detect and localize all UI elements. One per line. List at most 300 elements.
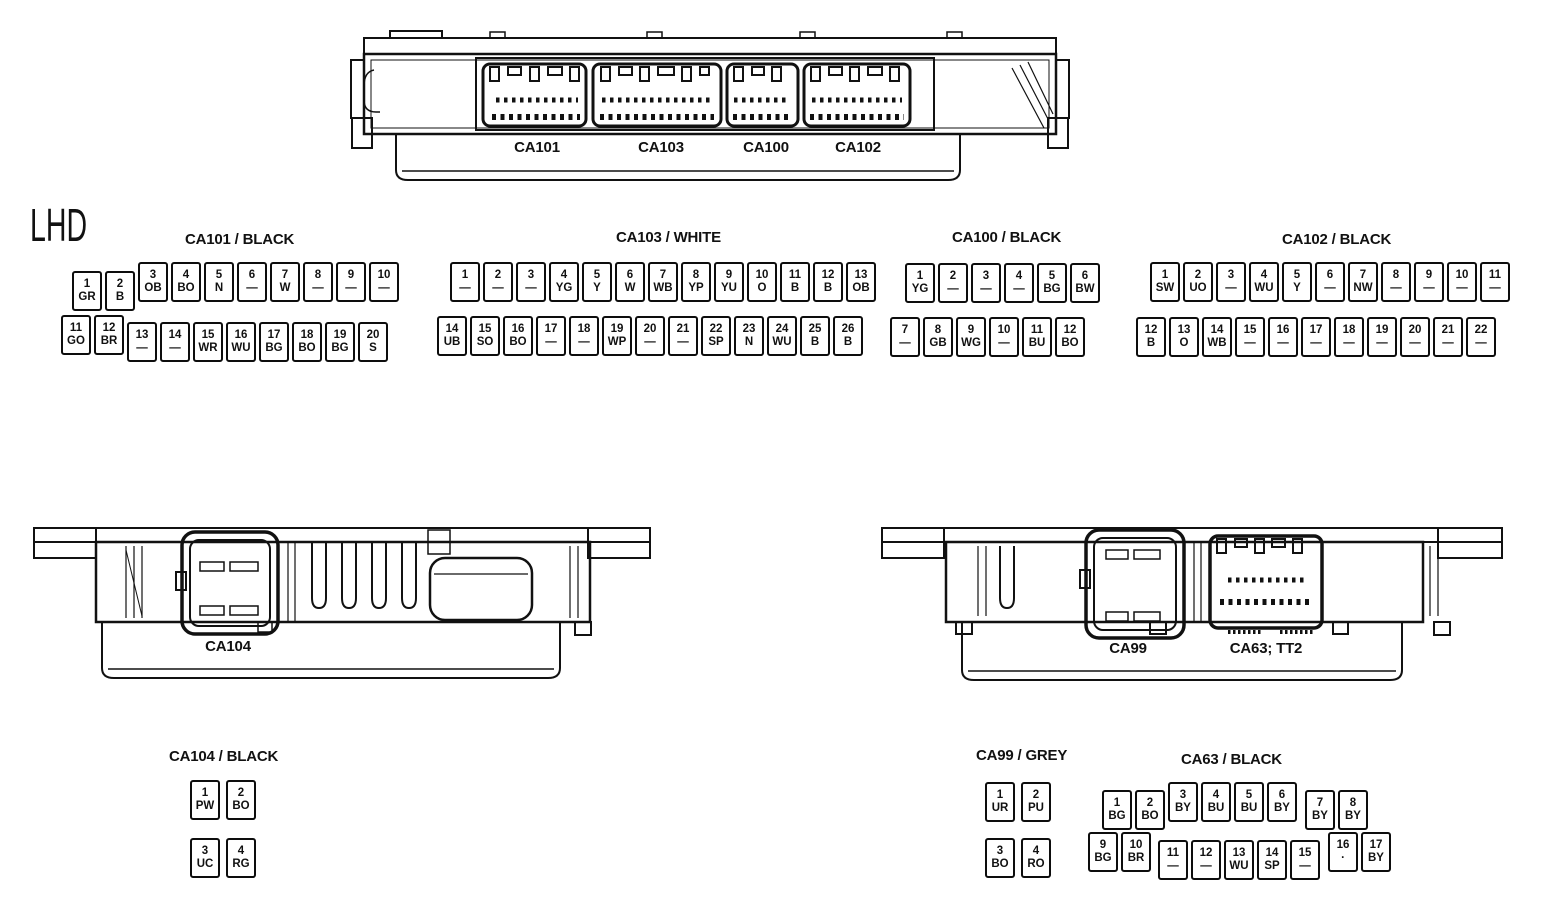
pin-cell [701, 316, 731, 356]
pin-number: 6 [1326, 268, 1334, 281]
pin-wire-code: · [1341, 852, 1345, 864]
pin-number: 21 [676, 322, 690, 335]
pin-row-ca102-2 [1136, 317, 1496, 357]
pin-wire-code: YU [721, 282, 737, 294]
pin-cell [1135, 790, 1165, 830]
pin-cell [1224, 840, 1254, 880]
pin-cell [846, 262, 876, 302]
pin-cell [1021, 782, 1051, 822]
pin-number: 10 [377, 268, 391, 281]
pin-cell [193, 322, 223, 362]
pin-number: 15 [478, 322, 492, 335]
pin-number: 3 [201, 844, 209, 857]
pin-number: 7 [1316, 796, 1324, 809]
pin-cell [1348, 262, 1378, 302]
pin-wire-code: SP [708, 336, 724, 348]
pin-number: 17 [1309, 323, 1323, 336]
pin-cell [1249, 262, 1279, 302]
pin-wire-code: WP [607, 336, 627, 348]
pinout-title-ca100: CA100 / BLACK [952, 229, 1062, 246]
pin-cell [1305, 790, 1335, 830]
pin-number: 9 [1099, 838, 1107, 851]
pin-number: 12 [102, 321, 116, 334]
connector-label-ca63-tt2: CA63; TT2 [1229, 640, 1303, 657]
pin-cell [635, 316, 665, 356]
pin-number: 22 [709, 322, 723, 335]
pin-cell [1202, 317, 1232, 357]
pin-number: 9 [967, 323, 975, 336]
pin-row-ca63-2 [1088, 832, 1391, 872]
pin-wire-code: OB [852, 282, 870, 294]
pin-wire-code: BY [1345, 810, 1361, 822]
pin-cell [1328, 832, 1358, 872]
pin-number: 2 [116, 277, 124, 290]
ecu-connector-face-drawing [350, 24, 1070, 186]
pin-wire-code: B [115, 291, 125, 303]
pin-number: 1 [83, 277, 91, 290]
pin-number: 8 [692, 268, 700, 281]
pin-number: 11 [1166, 846, 1180, 859]
pin-cell [160, 322, 190, 362]
pin-number: 21 [1441, 323, 1455, 336]
pin-wire-code: W [279, 282, 291, 294]
pin-number: 24 [775, 322, 789, 335]
pin-cell [259, 322, 289, 362]
pin-number: 2 [494, 268, 502, 281]
pin-cell [1070, 263, 1100, 303]
pin-number: 7 [1359, 268, 1367, 281]
pin-cell [813, 262, 843, 302]
pin-wire-code: Y [593, 282, 601, 294]
pin-cell [1055, 317, 1085, 357]
hatch-lines [1012, 62, 1053, 128]
pin-wire-code: BG [1094, 852, 1112, 864]
pin-number: 4 [182, 268, 190, 281]
pin-number: 12 [821, 268, 835, 281]
pin-cell [226, 780, 256, 820]
pin-row-ca103-2 [437, 316, 863, 356]
socket-keying-notches [490, 67, 899, 81]
pin-number: 1 [1113, 796, 1121, 809]
pin-wire-code: YG [911, 283, 929, 295]
pin-wire-code: B [790, 282, 800, 294]
pin-wire-code: — [1423, 282, 1435, 294]
pin-cell [1037, 263, 1067, 303]
pin-cell [1315, 262, 1345, 302]
pin-cell [226, 838, 256, 878]
pin-wire-code: B [823, 282, 833, 294]
pin-wire-code: OB [144, 282, 162, 294]
pin-wire-code: BY [1368, 852, 1384, 864]
pin-wire-code: UB [443, 336, 461, 348]
pin-number: 10 [755, 268, 769, 281]
pin-cell [1191, 840, 1221, 880]
pin-wire-code: BG [265, 342, 283, 354]
pin-cell [1338, 790, 1368, 830]
pin-cell [989, 317, 1019, 357]
pin-number: 5 [1048, 269, 1056, 282]
pin-cell [72, 271, 102, 311]
pin-number: 19 [1375, 323, 1389, 336]
pin-number: 14 [168, 328, 182, 341]
pin-number: 17 [1369, 838, 1383, 851]
flange [34, 528, 650, 542]
pin-number: 13 [854, 268, 868, 281]
pin-wire-code: BG [1108, 810, 1126, 822]
pin-number: 15 [1243, 323, 1257, 336]
pin-number: 4 [1212, 788, 1220, 801]
pin-number: 5 [215, 268, 223, 281]
blank-socket [430, 558, 532, 620]
pin-number: 25 [808, 322, 822, 335]
pin-wire-code: O [1179, 337, 1189, 349]
pin-row-ca99-2 [985, 838, 1051, 878]
pin-number: 20 [366, 328, 380, 341]
pin-cell [503, 316, 533, 356]
pin-cell [890, 317, 920, 357]
pin-wire-code: BU [1240, 802, 1258, 814]
pin-wire-code: — [1324, 282, 1336, 294]
pin-cell [1433, 317, 1463, 357]
pin-cell [127, 322, 157, 362]
pin-wire-code: S [369, 342, 377, 354]
pin-number: 26 [841, 322, 855, 335]
pin-number: 1 [1161, 268, 1169, 281]
pin-cell [105, 271, 135, 311]
pin-number: 6 [626, 268, 634, 281]
pin-cell [1267, 782, 1297, 822]
pin-number: 8 [934, 323, 942, 336]
pin-wire-code: WG [961, 337, 981, 349]
pin-cell [938, 263, 968, 303]
pin-cell [549, 262, 579, 302]
pin-wire-code: WR [198, 342, 218, 354]
pin-wire-code: — [1442, 337, 1454, 349]
pin-number: 11 [69, 321, 83, 334]
pin-row-ca102-1 [1150, 262, 1510, 302]
pin-row-ca104-2 [190, 838, 256, 878]
pin-wire-code: — [1167, 860, 1179, 872]
pin-number: 23 [742, 322, 756, 335]
pin-number: 3 [527, 268, 535, 281]
pin-cell [336, 262, 366, 302]
pin-wire-code: BO [298, 342, 316, 354]
pin-cell [615, 262, 645, 302]
pin-wire-code: — [980, 283, 992, 295]
pin-number: 9 [1425, 268, 1433, 281]
pin-wire-code: WB [653, 282, 673, 294]
pin-cell [648, 262, 678, 302]
pin-cell [1136, 317, 1166, 357]
pin-cell [303, 262, 333, 302]
pin-wire-code: BR [100, 335, 118, 347]
pin-cell [138, 262, 168, 302]
pin-cell [369, 262, 399, 302]
pin-cell [569, 316, 599, 356]
pin-cell [1268, 317, 1298, 357]
pin-cell [516, 262, 546, 302]
pin-wire-code: — [947, 283, 959, 295]
pin-cell [1021, 838, 1051, 878]
pin-wire-code: — [1409, 337, 1421, 349]
pin-wire-code: — [345, 282, 357, 294]
module-side-view-ca99-ca63-drawing [878, 520, 1506, 690]
pin-number: 4 [1260, 268, 1268, 281]
pin-wire-code: B [843, 336, 853, 348]
pinout-title-ca99: CA99 / GREY [976, 747, 1068, 764]
pin-cell [923, 317, 953, 357]
pin-wire-code: NW [1353, 282, 1373, 294]
pin-row-ca63-1 [1102, 782, 1368, 822]
pin-cell [1334, 317, 1364, 357]
pin-number: 7 [281, 268, 289, 281]
socket-ca104 [182, 532, 278, 634]
pin-wire-code: — [998, 337, 1010, 349]
orientation-label: LHD [30, 199, 88, 251]
pin-wire-code: WU [231, 342, 251, 354]
pin-cell [270, 262, 300, 302]
pin-wire-code: BO [991, 858, 1009, 870]
pin-row-ca100-2 [890, 317, 1085, 357]
pin-number: 19 [333, 328, 347, 341]
pin-wire-code: N [214, 282, 224, 294]
pin-wire-code: — [378, 282, 390, 294]
pin-cell [1158, 840, 1188, 880]
pin-number: 2 [1032, 788, 1040, 801]
pin-number: 8 [1392, 268, 1400, 281]
pin-number: 3 [149, 268, 157, 281]
pin-number: 13 [135, 328, 149, 341]
pin-cell [1282, 262, 1312, 302]
pin-cell [1004, 263, 1034, 303]
pin-number: 2 [949, 269, 957, 282]
pin-wire-code: BO [232, 800, 250, 812]
connector-label-ca104: CA104 [205, 638, 251, 655]
pin-wire-code: B [810, 336, 820, 348]
cooling-fins [312, 542, 416, 608]
pin-cell [747, 262, 777, 302]
pin-number: 13 [1177, 323, 1191, 336]
pinout-title-ca63: CA63 / BLACK [1181, 751, 1282, 768]
pin-cell [582, 262, 612, 302]
pin-cell [325, 322, 355, 362]
pin-cell [237, 262, 267, 302]
pin-cell [1088, 832, 1118, 872]
pin-number: 3 [996, 844, 1004, 857]
pin-number: 2 [1146, 796, 1154, 809]
pin-number: 11 [788, 268, 802, 281]
pin-row-ca103-1 [450, 262, 876, 302]
ecu-top-flange [364, 38, 1056, 54]
pin-cell [681, 262, 711, 302]
pin-cell [1169, 317, 1199, 357]
pin-wire-code: — [578, 336, 590, 348]
pin-cell [780, 262, 810, 302]
pin-number: 19 [610, 322, 624, 335]
pin-wire-code: — [492, 282, 504, 294]
pin-cell [437, 316, 467, 356]
pin-wire-code: BO [1061, 337, 1079, 349]
pin-number: 14 [445, 322, 459, 335]
pin-cell [1121, 832, 1151, 872]
pin-number: 5 [593, 268, 601, 281]
pin-wire-code: — [1489, 282, 1501, 294]
pin-number: 16 [511, 322, 525, 335]
pin-wire-code: — [1310, 337, 1322, 349]
pin-cell [833, 316, 863, 356]
pin-wire-code: N [744, 336, 754, 348]
pin-cell [190, 838, 220, 878]
pin-number: 10 [997, 323, 1011, 336]
pin-number: 9 [347, 268, 355, 281]
pin-number: 16 [1336, 838, 1350, 851]
pin-cell [61, 315, 91, 355]
pin-number: 10 [1455, 268, 1469, 281]
pin-row-ca101-2 [61, 315, 388, 355]
pin-wire-code: — [169, 342, 181, 354]
connector-label-ca101: CA101 [514, 139, 560, 156]
pin-cell [1480, 262, 1510, 302]
pin-wire-code: BO [177, 282, 195, 294]
pin-wire-code: BO [1141, 810, 1159, 822]
pin-cell [536, 316, 566, 356]
pin-cell [190, 780, 220, 820]
pin-number: 15 [1298, 846, 1312, 859]
pin-number: 9 [725, 268, 733, 281]
flange [882, 528, 1502, 542]
pin-number: 14 [1265, 846, 1279, 859]
pin-number: 4 [237, 844, 245, 857]
pin-number: 15 [201, 328, 215, 341]
clip-slot [1000, 546, 1014, 608]
pinout-title-ca103: CA103 / WHITE [616, 229, 721, 246]
pin-cell [1367, 317, 1397, 357]
pin-wire-code: BU [1028, 337, 1046, 349]
pin-number: 2 [237, 786, 245, 799]
pin-number: 4 [1032, 844, 1040, 857]
pin-wire-code: — [644, 336, 656, 348]
pin-cell [292, 322, 322, 362]
pin-number: 20 [1408, 323, 1422, 336]
pin-number: 10 [1129, 838, 1143, 851]
module-side-view-ca104-drawing [30, 520, 655, 690]
pin-number: 16 [234, 328, 248, 341]
pin-number: 2 [1194, 268, 1202, 281]
pin-wire-code: RO [1027, 858, 1045, 870]
pinout-title-ca102: CA102 / BLACK [1282, 231, 1392, 248]
pin-number: 18 [1342, 323, 1356, 336]
pin-wire-code: — [1013, 283, 1025, 295]
pin-number: 5 [1293, 268, 1301, 281]
pin-wire-code: BY [1175, 802, 1191, 814]
pin-number: 3 [982, 269, 990, 282]
pin-number: 12 [1063, 323, 1077, 336]
pin-cell [1022, 317, 1052, 357]
ca104-pin-slots [200, 562, 258, 615]
pin-wire-code: UO [1189, 282, 1207, 294]
pin-wire-code: — [1277, 337, 1289, 349]
pin-wire-code: YP [688, 282, 704, 294]
pin-wire-code: — [899, 337, 911, 349]
connector-label-ca100: CA100 [743, 139, 789, 156]
pin-number: 13 [1232, 846, 1246, 859]
pin-cell [714, 262, 744, 302]
pin-cell [1361, 832, 1391, 872]
pin-cell [1400, 317, 1430, 357]
pin-number: 6 [1081, 269, 1089, 282]
pinout-title-ca101: CA101 / BLACK [185, 231, 295, 248]
pin-wire-code: B [1146, 337, 1156, 349]
pin-wire-code: YG [555, 282, 573, 294]
pin-number: 7 [901, 323, 909, 336]
pin-number: 8 [314, 268, 322, 281]
ca99-pin-slots [1106, 550, 1160, 621]
pin-wire-code: BR [1127, 852, 1145, 864]
pin-cell [767, 316, 797, 356]
pin-wire-code: BY [1274, 802, 1290, 814]
pin-cell [1235, 317, 1265, 357]
pin-number: 22 [1474, 323, 1488, 336]
pin-number: 3 [1227, 268, 1235, 281]
pin-cell [1301, 317, 1331, 357]
pin-wire-code: BG [1043, 283, 1061, 295]
pin-number: 12 [1144, 323, 1158, 336]
pin-number: 7 [659, 268, 667, 281]
pin-number: 6 [1278, 788, 1286, 801]
pin-wire-code: Y [1293, 282, 1301, 294]
pin-number: 1 [916, 269, 924, 282]
pin-cell [985, 838, 1015, 878]
pin-cell [602, 316, 632, 356]
pin-cell [226, 322, 256, 362]
left-clip [364, 70, 380, 112]
pin-wire-code: — [1225, 282, 1237, 294]
pin-number: 18 [300, 328, 314, 341]
pin-wire-code: — [1343, 337, 1355, 349]
pin-number: 12 [1199, 846, 1213, 859]
pin-wire-code: PW [195, 800, 215, 812]
pin-number: 17 [267, 328, 281, 341]
connector-label-ca102: CA102 [835, 139, 881, 156]
pin-wire-code: SP [1264, 860, 1280, 872]
pin-number: 11 [1488, 268, 1502, 281]
pin-cell [1466, 317, 1496, 357]
pin-number: 20 [643, 322, 657, 335]
pin-number: 16 [1276, 323, 1290, 336]
pin-cell [470, 316, 500, 356]
pin-cell [1257, 840, 1287, 880]
pin-wire-code: — [1299, 860, 1311, 872]
pin-cell [668, 316, 698, 356]
pin-number: 5 [1245, 788, 1253, 801]
pin-cell [1183, 262, 1213, 302]
pin-number: 1 [461, 268, 469, 281]
pin-cell [1381, 262, 1411, 302]
pin-number: 11 [1030, 323, 1044, 336]
pin-wire-code: O [757, 282, 767, 294]
connector-label-ca103: CA103 [638, 139, 684, 156]
pin-wire-code: — [545, 336, 557, 348]
pin-cell [204, 262, 234, 302]
pin-wire-code: WU [1229, 860, 1249, 872]
pin-wire-code: WB [1207, 337, 1227, 349]
pin-number: 1 [201, 786, 209, 799]
pin-wire-code: — [1456, 282, 1468, 294]
pin-wire-code: BW [1075, 283, 1095, 295]
pinout-title-ca104: CA104 / BLACK [169, 748, 279, 765]
pin-cell [1102, 790, 1132, 830]
pin-wire-code: — [1376, 337, 1388, 349]
